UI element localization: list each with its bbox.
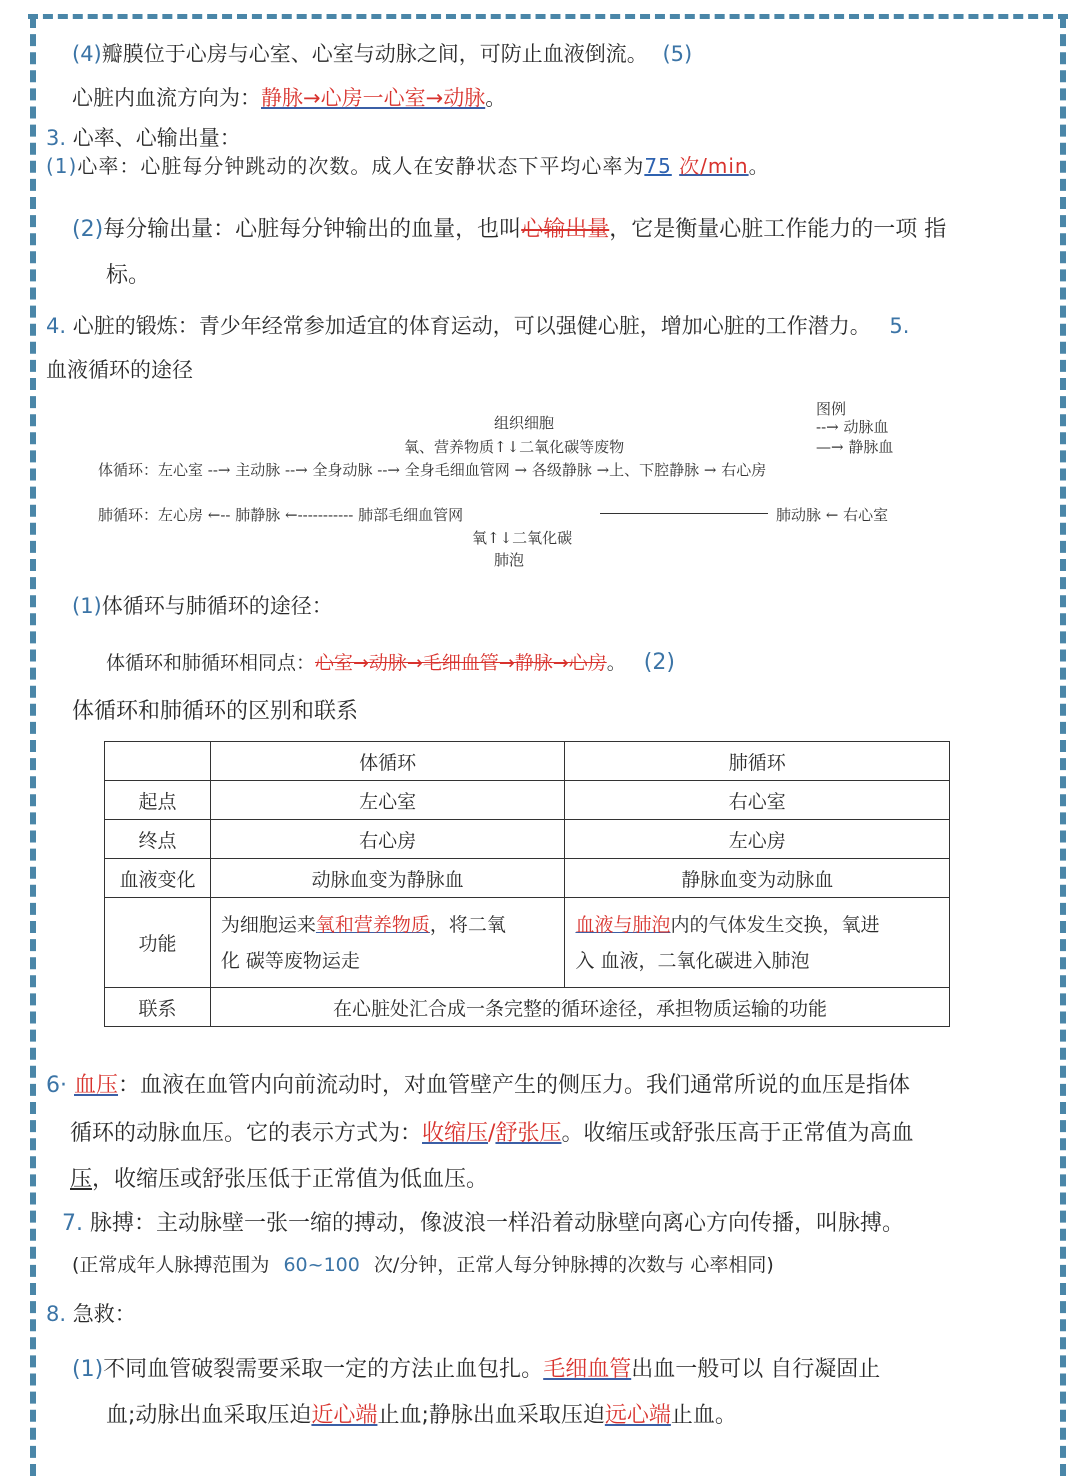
section-5-number: 5. — [889, 314, 910, 338]
section-6-line1 — [46, 1068, 910, 1099]
comparison-table — [104, 741, 950, 1027]
bp-answer: 血压 — [74, 1073, 119, 1098]
path-title-text: 体循环与肺循环的途径： — [101, 594, 333, 618]
section-number: 4. — [46, 314, 67, 338]
table-header-cell: 肺循环 — [565, 742, 950, 781]
bp-answer: 舒张压 — [495, 1121, 562, 1146]
cell-text: ，将二氧 — [429, 913, 506, 936]
output-answer: 心输出量 — [521, 217, 610, 242]
pulse-text: 脉搏：主动脉壁一张一缩的搏动，像波浪一样沿着动脉壁向离心方向传播，叫脉搏。 — [90, 1211, 905, 1236]
section-number: 7. — [62, 1211, 83, 1236]
firstaid-text: 血;动脉出血采取压迫 — [106, 1403, 312, 1428]
blood-flow-direction — [72, 82, 506, 112]
table-cell: 动脉血变为静脉血 — [210, 859, 565, 898]
flow-text: 心脏内血流方向为： — [72, 86, 261, 110]
diagram-alveoli: 肺泡 — [494, 551, 525, 569]
item-number-tail: (5) — [662, 42, 693, 66]
heart-rate-text: 心率：心脏每分钟跳动的次数。成人在安静状态下平均心率为 — [77, 154, 645, 178]
bp-text: ，收缩压或舒张压低于正常值为低血压。 — [92, 1167, 489, 1192]
first-aid-line1 — [72, 1352, 880, 1383]
table-cell: 右心房 — [210, 820, 565, 859]
diagram-tissue-cells: 组织细胞 — [494, 414, 555, 432]
table-row — [105, 988, 950, 1027]
output-text: 每分输出量：心脏每分钟输出的血量，也叫 — [103, 217, 522, 242]
common-points — [106, 648, 675, 675]
firstaid-text: 出血一般可以 自行凝固止 — [631, 1357, 881, 1382]
table-cell: 右心室 — [565, 781, 950, 820]
cardiac-output-line2: 标。 — [106, 263, 151, 288]
section-5-title: 血液循环的途径 — [46, 358, 193, 382]
bp-answer: 收缩压 — [422, 1121, 489, 1146]
valve-text: 瓣膜位于心房与心室、心室与动脉之间，可防止血液倒流。 — [101, 42, 648, 66]
table-header-row — [105, 742, 950, 781]
cell-answer: 血液与肺泡 — [575, 913, 671, 936]
section-number: 6· — [46, 1073, 67, 1098]
section-6-line3 — [70, 1162, 488, 1193]
diagram-exchange-bottom: 氧↑↓二氧化碳 — [472, 529, 573, 547]
section-6-line2 — [70, 1116, 913, 1147]
section-4-text: 心脏的锻炼：青少年经常参加适宜的体育运动，可以强健心脏，增加心脏的工作潜力。 — [72, 314, 871, 338]
heart-rate-value: 75 — [644, 154, 672, 178]
table-header-cell: 体循环 — [210, 742, 565, 781]
firstaid-text: 止血。 — [670, 1403, 737, 1428]
row-label: 终点 — [105, 820, 211, 859]
legend-title: 图例 — [816, 400, 847, 418]
note-text: (正常成年人脉搏范围为 — [72, 1254, 270, 1276]
section-title: 心率、心输出量： — [72, 126, 241, 150]
firstaid-text: 止血;静脉出血采取压迫 — [377, 1403, 605, 1428]
diagram-exchange-top: 氧、营养物质↑↓二氧化碳等废物 — [404, 438, 625, 456]
table-row — [105, 898, 950, 988]
table-cell: 在心脏处汇合成一条完整的循环途径，承担物质运输的功能 — [210, 988, 949, 1027]
pulse-range: 60~100 — [283, 1254, 360, 1276]
legend-vein: —→ 静脉血 — [816, 438, 894, 456]
bp-text: 。收缩压或舒张压高于正常值为高血 — [561, 1121, 914, 1146]
firstaid-answer: 近心端 — [311, 1403, 378, 1428]
section-title: 急救： — [72, 1302, 136, 1326]
firstaid-answer: 毛细血管 — [543, 1357, 632, 1382]
table-header-cell — [105, 742, 211, 781]
section-4 — [46, 310, 909, 340]
diagram-pulmonary-right: 肺动脉 ← 右心室 — [776, 506, 889, 524]
flow-end: 。 — [485, 86, 507, 110]
cell-text: 化 碳等废物运走 — [220, 949, 360, 972]
bp-text: 循环的动脉血压。它的表示方式为： — [70, 1121, 423, 1146]
table-cell: 左心室 — [210, 781, 565, 820]
flow-answer: 静脉→心房一心室→动脉 — [261, 86, 486, 110]
pulse-note — [72, 1250, 774, 1277]
cell-text: 入 血液，二氧化碳进入肺泡 — [575, 949, 810, 972]
item-number: (1) — [72, 1357, 104, 1382]
item-number-tail: (2) — [643, 650, 675, 675]
section-number: 8. — [46, 1302, 67, 1326]
cell-text: 内的气体发生交换，氧进 — [670, 913, 880, 936]
row-label: 功能 — [105, 898, 211, 988]
common-end: 。 — [606, 652, 626, 674]
section-8-title — [46, 1298, 136, 1328]
firstaid-answer: 远心端 — [604, 1403, 671, 1428]
cell-answer: 氧和营养物质 — [315, 913, 430, 936]
legend-artery: --→ 动脉血 — [816, 418, 889, 436]
output-text2: ，它是衡量心脏工作能力的一项 指 — [609, 217, 947, 242]
table-cell: 左心房 — [565, 820, 950, 859]
heart-rate-unit: 次/min — [679, 154, 749, 178]
diagram-systemic-circulation: 体循环：左心室 --→ 主动脉 --→ 全身动脉 --→ 全身毛细血管网 → 各级静脉 →上、下腔静脉 → 右心房 — [98, 461, 767, 479]
path-title — [72, 590, 333, 620]
cardiac-output-line — [72, 212, 946, 243]
bp-text: 压 — [70, 1167, 93, 1192]
bp-slash: / — [488, 1121, 496, 1146]
table-row — [105, 781, 950, 820]
diagram-pulmonary-left: 肺循环：左心房 ←-- 肺静脉 ←----------- 肺部毛细血管网 — [98, 506, 464, 524]
diff-title: 体循环和肺循环的区别和联系 — [72, 699, 359, 724]
dashed-frame-top — [28, 14, 1068, 19]
dashed-frame-left — [30, 16, 36, 1476]
table-cell: 静脉血变为动脉血 — [565, 859, 950, 898]
heart-rate-line — [46, 150, 770, 179]
firstaid-text: 不同血管破裂需要采取一定的方法止血包扎。 — [103, 1357, 544, 1382]
item-number: (2) — [72, 217, 104, 242]
section-7 — [62, 1206, 904, 1237]
table-row — [105, 859, 950, 898]
cell-text: 为细胞运来 — [220, 913, 316, 936]
item-number: (1) — [72, 594, 102, 618]
section-number: 3. — [46, 126, 67, 150]
heart-rate-end: 。 — [748, 154, 770, 178]
table-row — [105, 820, 950, 859]
common-text: 体循环和肺循环相同点： — [106, 652, 316, 674]
note-text: 次/分钟，正常人每分钟脉搏的次数与 心率相同) — [373, 1254, 774, 1276]
diagram-pulmonary-line — [600, 513, 768, 514]
item-number: (4) — [72, 42, 102, 66]
first-aid-line2 — [106, 1398, 737, 1429]
row-label: 联系 — [105, 988, 211, 1027]
row-label: 血液变化 — [105, 859, 211, 898]
section-3-title — [46, 122, 241, 152]
common-answer: 心室→动脉→毛细血管→静脉→心房 — [315, 652, 607, 674]
row-label: 起点 — [105, 781, 211, 820]
bp-text: ：血液在血管内向前流动时，对血管壁产生的侧压力。我们通常所说的血压是指体 — [118, 1073, 911, 1098]
valve-item — [72, 38, 692, 68]
dashed-frame-right — [1060, 16, 1066, 1476]
table-cell-function-systemic — [210, 898, 565, 988]
table-cell-function-pulmonary — [565, 898, 950, 988]
item-number: (1) — [46, 154, 78, 178]
